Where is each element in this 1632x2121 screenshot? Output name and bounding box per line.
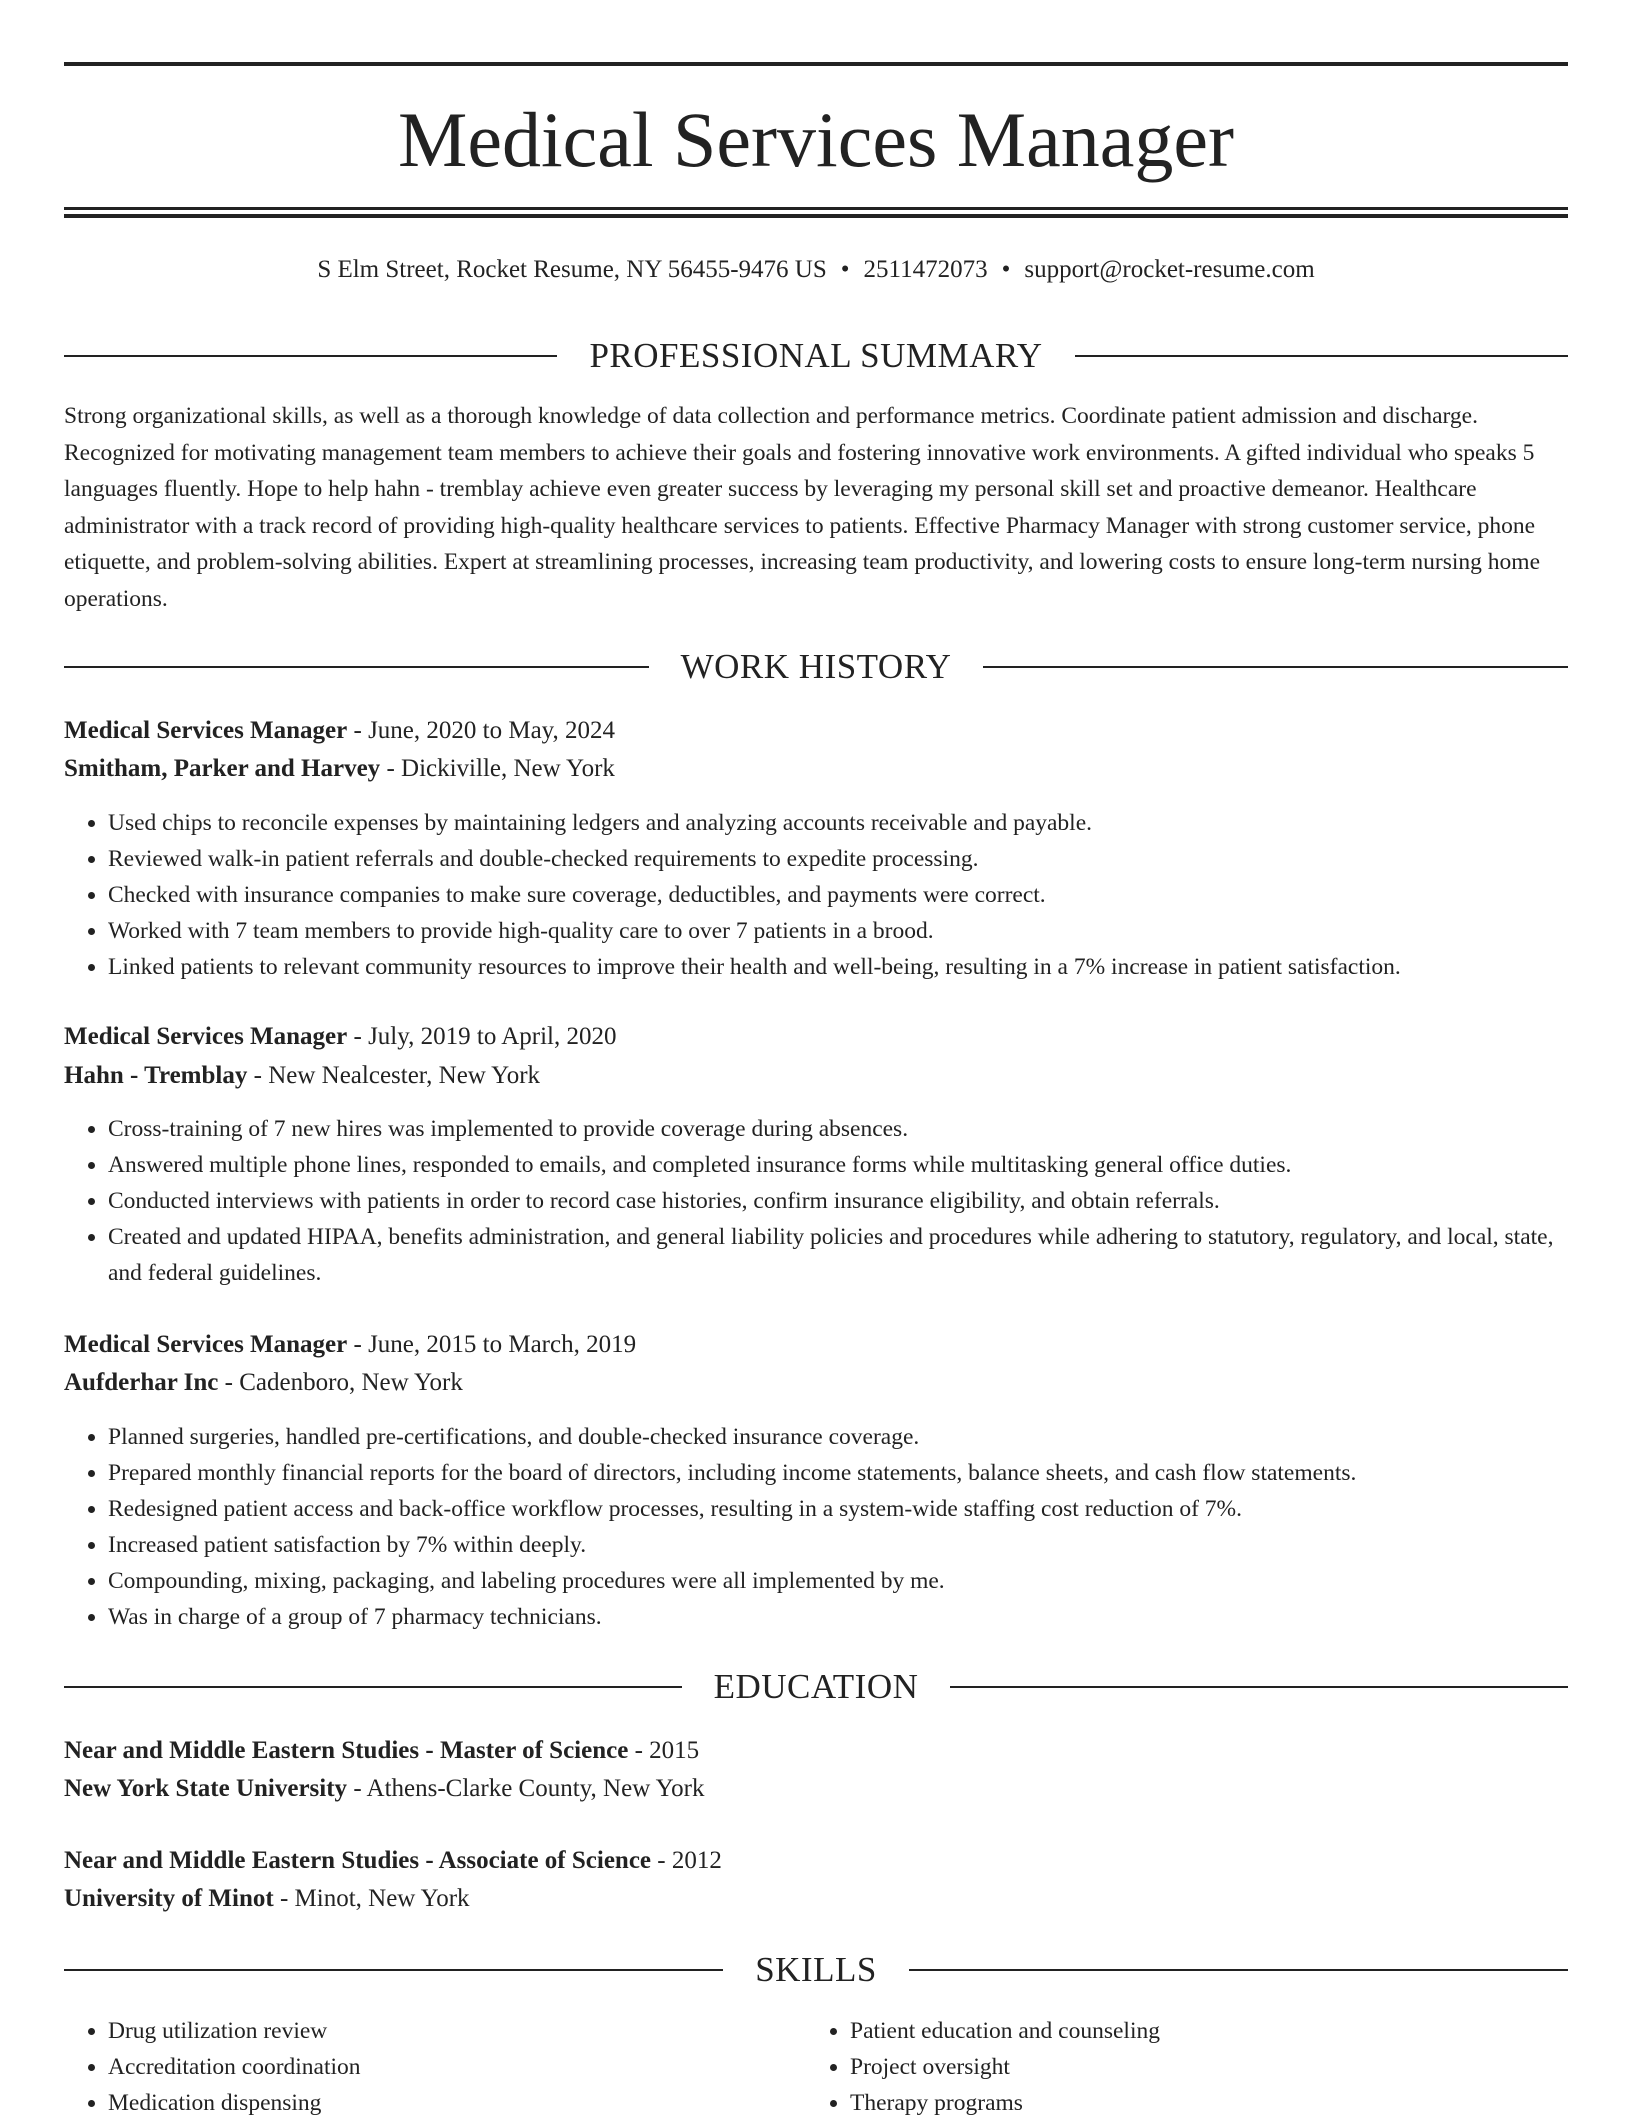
- skill-item: • Accreditation coordination: [108, 2049, 808, 2085]
- contact-separator: •: [840, 256, 850, 283]
- job-company-line: [64, 1057, 1568, 1095]
- education-school-line: [64, 1770, 1568, 1808]
- job-dates: - June, 2015 to March, 2019: [347, 1331, 637, 1358]
- education-degree-line: [64, 1732, 1568, 1770]
- skill-item: • Therapy programs: [850, 2085, 1550, 2121]
- job-company: Aufderhar Inc: [64, 1369, 219, 1396]
- skill-item: • Project oversight: [850, 2049, 1550, 2085]
- job-bullets: [64, 805, 1568, 985]
- skills-list-left: [64, 2013, 808, 2121]
- list-item: • Redesigned patient access and back-office workflow processes, resulting in a system-wide staffing cost reduction of 7%.: [108, 1491, 1568, 1527]
- heading-rule: [983, 666, 1568, 668]
- list-item: • Linked patients to relevant community resources to improve their health and well-being, resulting in a 7% increase in patient satisfaction.: [108, 949, 1568, 985]
- section-heading-education: [64, 1665, 1568, 1709]
- section-title: WORK HISTORY: [680, 647, 952, 686]
- education-year: - 2012: [651, 1847, 722, 1874]
- job-dates: - July, 2019 to April, 2020: [347, 1023, 617, 1050]
- skill-item: • Medication dispensing: [108, 2085, 808, 2121]
- education-school-line: [64, 1880, 1568, 1918]
- contact-phone: 2511472073: [863, 256, 988, 283]
- list-item: • Created and updated HIPAA, benefits administration, and general liability policies and procedures while adhering to statutory, regulatory, and local, state, and federal guidelines.: [108, 1219, 1568, 1291]
- contact-address: S Elm Street, Rocket Resume, NY 56455-9476 US: [317, 256, 827, 283]
- list-item: • Answered multiple phone lines, responded to emails, and completed insurance forms while multitasking general office duties.: [108, 1147, 1568, 1183]
- section-heading-work: [64, 645, 1568, 689]
- job-role: Medical Services Manager: [64, 1331, 348, 1358]
- list-item: • Compounding, mixing, packaging, and labeling procedures were all implemented by me.: [108, 1563, 1568, 1599]
- heading-rule: [1075, 355, 1568, 357]
- job-location: - Cadenboro, New York: [218, 1369, 463, 1396]
- skill-item: • Drug utilization review: [108, 2013, 808, 2049]
- contact-separator: •: [1001, 256, 1011, 283]
- job-company-line: [64, 1364, 1568, 1402]
- skill-item: • Patient education and counseling: [850, 2013, 1550, 2049]
- list-item: • Was in charge of a group of 7 pharmacy technicians.: [108, 1599, 1568, 1635]
- header-top-rule: [64, 62, 1568, 66]
- education-degree: Near and Middle Eastern Studies - Associate of Science: [64, 1847, 652, 1874]
- job-location: - New Nealcester, New York: [247, 1062, 541, 1089]
- list-item: • Conducted interviews with patients in order to record case histories, confirm insurance eligibility, and obtain referrals.: [108, 1183, 1568, 1219]
- heading-rule: [64, 1686, 682, 1688]
- summary-paragraph: Strong organizational skills, as well as a thorough knowledge of data collection and performance metrics. Coordinate patient admission and discharge. Recognized for motivating management team members to achieve their goals and fostering innovative work environments. A gifted individual who speaks 5 languages fluently. Hope to help hahn - tremblay achieve even greater success by leveraging my personal skill set and proactive demeanor. Healthcare administrator with a track record of providing high-quality healthcare services to patients. Effective Pharmacy Manager with strong customer service, phone etiquette, and problem-solving abilities. Expert at streamlining processes, increasing team productivity, and lowering costs to ensure long-term nursing home operations.: [64, 403, 1541, 612]
- job-company-line: [64, 750, 1568, 788]
- education-year: - 2015: [628, 1737, 700, 1764]
- job-location: - Dickiville, New York: [380, 755, 615, 782]
- job-title-line: [64, 1326, 1568, 1364]
- section-title: SKILLS: [755, 1950, 877, 1989]
- contact-line: [64, 252, 1568, 288]
- education-degree-line: [64, 1842, 1568, 1880]
- heading-rule: [64, 1969, 723, 1971]
- job-company: Hahn - Tremblay: [64, 1062, 248, 1089]
- job-bullets: [64, 1111, 1568, 1291]
- education-school: New York State University: [64, 1775, 348, 1802]
- education-school: University of Minot: [64, 1885, 274, 1912]
- education-location: - Athens-Clarke County, New York: [347, 1775, 705, 1802]
- contact-email: support@rocket-resume.com: [1024, 256, 1315, 283]
- section-title: EDUCATION: [713, 1667, 919, 1706]
- section-heading-skills: [64, 1948, 1568, 1992]
- job-role: Medical Services Manager: [64, 717, 348, 744]
- job-role: Medical Services Manager: [64, 1023, 348, 1050]
- job-title-line: [64, 712, 1568, 750]
- header-double-rule: [64, 207, 1568, 218]
- list-item: • Reviewed walk-in patient referrals and double-checked requirements to expedite processing.: [108, 841, 1568, 877]
- section-title: PROFESSIONAL SUMMARY: [589, 336, 1043, 375]
- heading-rule: [909, 1969, 1568, 1971]
- education-degree: Near and Middle Eastern Studies - Master of Science: [64, 1737, 629, 1764]
- education-location: - Minot, New York: [273, 1885, 470, 1912]
- list-item: • Increased patient satisfaction by 7% within deeply.: [108, 1527, 1568, 1563]
- resume-name: Medical Services Manager: [398, 96, 1234, 183]
- list-item: • Cross-training of 7 new hires was implemented to provide coverage during absences.: [108, 1111, 1568, 1147]
- job-bullets: [64, 1419, 1568, 1635]
- job-company: Smitham, Parker and Harvey: [64, 755, 381, 782]
- section-heading-summary: [64, 334, 1568, 378]
- job-dates: - June, 2020 to May, 2024: [347, 717, 616, 744]
- heading-rule: [950, 1686, 1568, 1688]
- list-item: • Prepared monthly financial reports for the board of directors, including income statements, balance sheets, and cash flow statements.: [108, 1455, 1568, 1491]
- list-item: • Checked with insurance companies to make sure coverage, deductibles, and payments were correct.: [108, 877, 1568, 913]
- list-item: • Used chips to reconcile expenses by maintaining ledgers and analyzing accounts receivable and payable.: [108, 805, 1568, 841]
- skills-list-right: [806, 2013, 1550, 2121]
- list-item: • Planned surgeries, handled pre-certifications, and double-checked insurance coverage.: [108, 1419, 1568, 1455]
- job-title-line: [64, 1018, 1568, 1056]
- heading-rule: [64, 355, 557, 357]
- heading-rule: [64, 666, 649, 668]
- list-item: • Worked with 7 team members to provide high-quality care to over 7 patients in a brood.: [108, 913, 1568, 949]
